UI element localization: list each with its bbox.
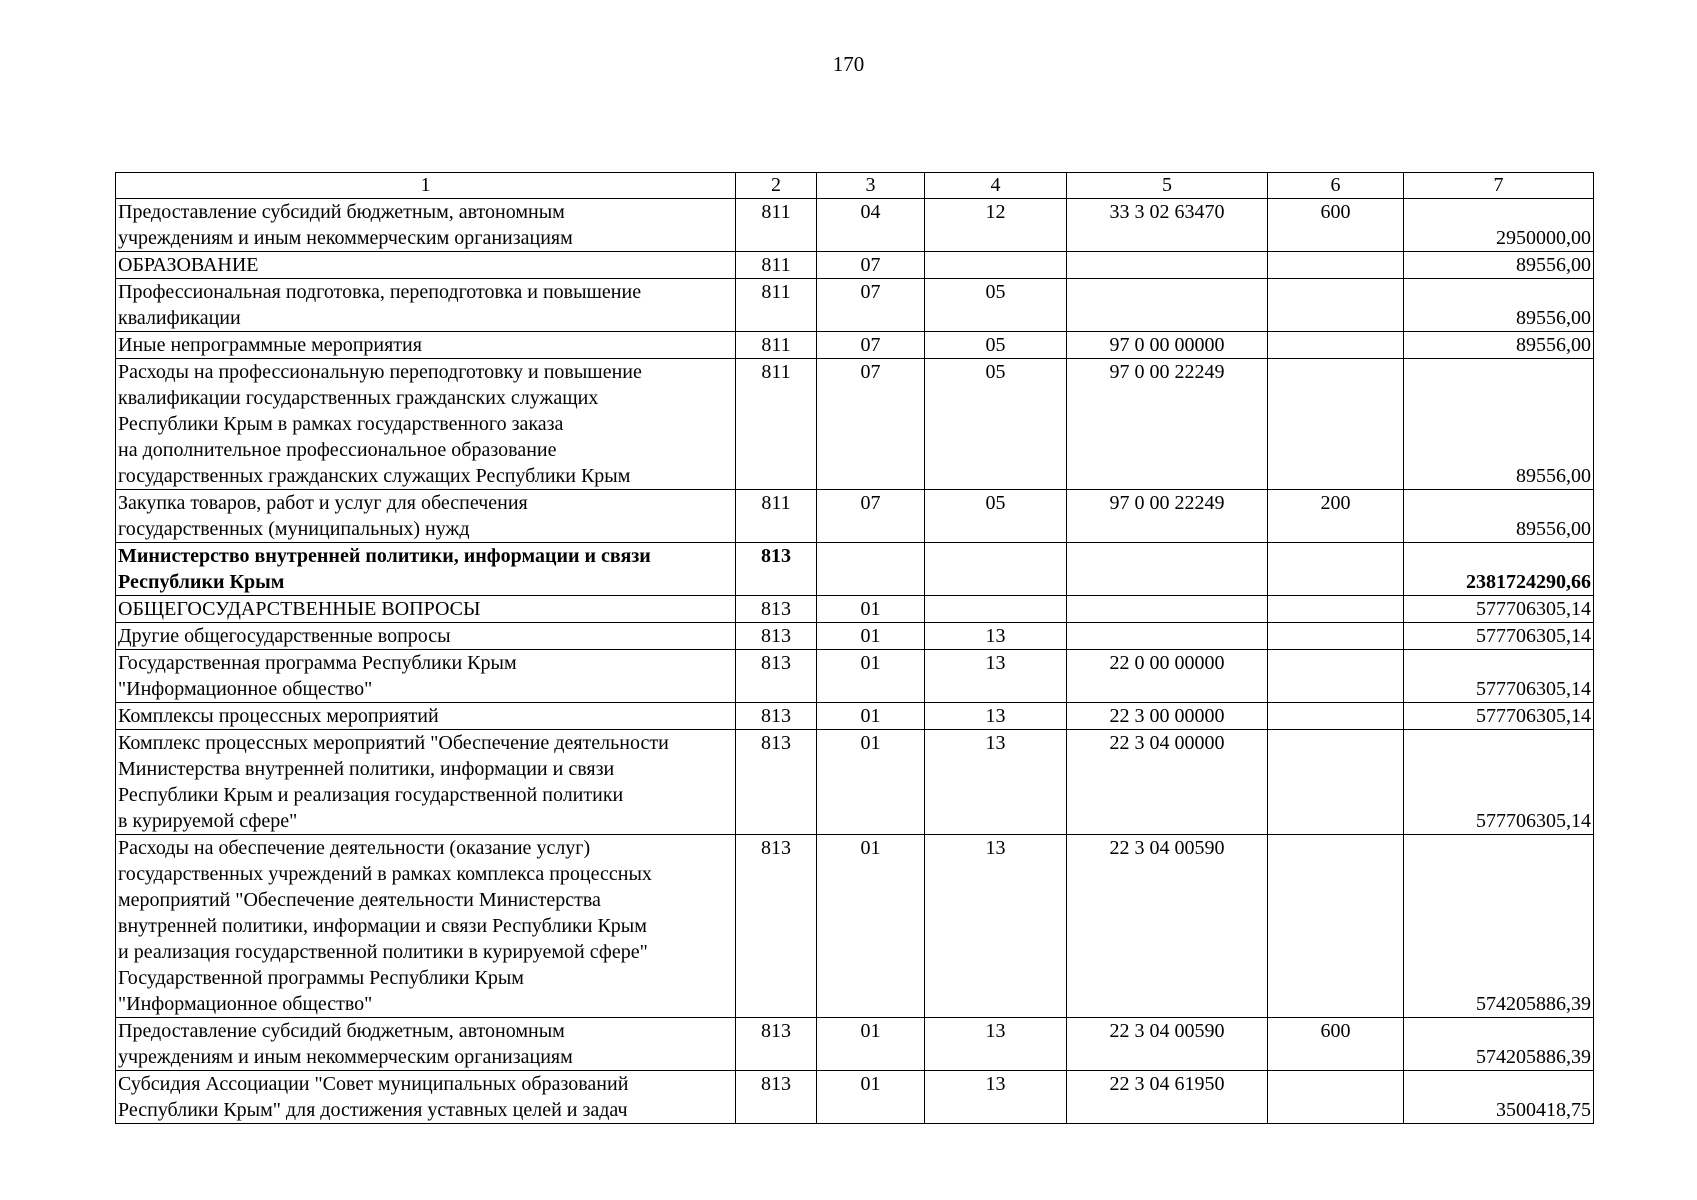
row-section-cell: 01 bbox=[817, 650, 925, 703]
row-expense-type-cell bbox=[1268, 359, 1404, 490]
row-code-cell: 813 bbox=[736, 835, 817, 1018]
row-code-cell: 813 bbox=[736, 596, 817, 623]
row-code-cell: 811 bbox=[736, 252, 817, 279]
row-section-cell: 01 bbox=[817, 596, 925, 623]
row-section-cell: 07 bbox=[817, 332, 925, 359]
row-target-article-cell: 22 3 04 00590 bbox=[1067, 1018, 1268, 1071]
table-row bbox=[116, 835, 1594, 1018]
row-amount-cell: 577706305,14 bbox=[1404, 703, 1594, 730]
row-target-article-cell: 97 0 00 22249 bbox=[1067, 359, 1268, 490]
row-amount-cell: 89556,00 bbox=[1404, 279, 1594, 332]
table-row bbox=[116, 730, 1594, 835]
row-section-cell: 01 bbox=[817, 703, 925, 730]
row-subsection-cell: 13 bbox=[925, 703, 1067, 730]
row-expense-type-cell: 600 bbox=[1268, 199, 1404, 252]
table-body bbox=[116, 199, 1594, 1124]
row-subsection-cell: 05 bbox=[925, 279, 1067, 332]
row-code-cell: 813 bbox=[736, 730, 817, 835]
row-expense-type-cell bbox=[1268, 252, 1404, 279]
row-amount-cell: 574205886,39 bbox=[1404, 835, 1594, 1018]
row-name-cell: Иные непрограммные мероприятия bbox=[116, 332, 736, 359]
row-expense-type-cell: 600 bbox=[1268, 1018, 1404, 1071]
row-name-cell: Другие общегосударственные вопросы bbox=[116, 623, 736, 650]
header-col-5: 5 bbox=[1067, 173, 1268, 199]
row-amount-cell: 577706305,14 bbox=[1404, 730, 1594, 835]
header-col-1: 1 bbox=[116, 173, 736, 199]
row-amount-cell: 577706305,14 bbox=[1404, 623, 1594, 650]
row-target-article-cell: 22 0 00 00000 bbox=[1067, 650, 1268, 703]
table-header bbox=[116, 173, 1594, 199]
row-code-cell: 811 bbox=[736, 279, 817, 332]
header-col-4: 4 bbox=[925, 173, 1067, 199]
header-row bbox=[116, 173, 1594, 199]
table-row bbox=[116, 1018, 1594, 1071]
row-name-cell: ОБЩЕГОСУДАРСТВЕННЫЕ ВОПРОСЫ bbox=[116, 596, 736, 623]
row-expense-type-cell bbox=[1268, 279, 1404, 332]
row-amount-cell: 577706305,14 bbox=[1404, 650, 1594, 703]
row-target-article-cell: 97 0 00 22249 bbox=[1067, 490, 1268, 543]
row-name-cell: Профессиональная подготовка, переподготовка и повышение квалификации bbox=[116, 279, 736, 332]
row-subsection-cell bbox=[925, 543, 1067, 596]
row-expense-type-cell bbox=[1268, 332, 1404, 359]
row-subsection-cell: 13 bbox=[925, 623, 1067, 650]
row-subsection-cell: 13 bbox=[925, 650, 1067, 703]
row-amount-cell: 89556,00 bbox=[1404, 332, 1594, 359]
row-section-cell: 01 bbox=[817, 730, 925, 835]
row-code-cell: 811 bbox=[736, 199, 817, 252]
row-name-cell: Комплексы процессных мероприятий bbox=[116, 703, 736, 730]
row-code-cell: 813 bbox=[736, 543, 817, 596]
header-col-2: 2 bbox=[736, 173, 817, 199]
row-expense-type-cell bbox=[1268, 543, 1404, 596]
row-name-cell: Субсидия Ассоциации "Совет муниципальных образований Республики Крым" для достижения уставных целей и задач bbox=[116, 1071, 736, 1124]
row-section-cell: 07 bbox=[817, 279, 925, 332]
row-target-article-cell: 22 3 04 61950 bbox=[1067, 1071, 1268, 1124]
row-section-cell: 07 bbox=[817, 490, 925, 543]
row-target-article-cell: 22 3 00 00000 bbox=[1067, 703, 1268, 730]
row-section-cell: 01 bbox=[817, 623, 925, 650]
table-row bbox=[116, 623, 1594, 650]
row-section-cell: 01 bbox=[817, 1018, 925, 1071]
row-section-cell: 01 bbox=[817, 1071, 925, 1124]
row-target-article-cell bbox=[1067, 543, 1268, 596]
row-target-article-cell: 33 3 02 63470 bbox=[1067, 199, 1268, 252]
header-col-6: 6 bbox=[1268, 173, 1404, 199]
table-row bbox=[116, 359, 1594, 490]
table-row bbox=[116, 490, 1594, 543]
table-row bbox=[116, 279, 1594, 332]
row-code-cell: 811 bbox=[736, 332, 817, 359]
row-amount-cell: 574205886,39 bbox=[1404, 1018, 1594, 1071]
header-col-7: 7 bbox=[1404, 173, 1594, 199]
row-name-cell: Закупка товаров, работ и услуг для обеспечения государственных (муниципальных) нужд bbox=[116, 490, 736, 543]
row-code-cell: 813 bbox=[736, 623, 817, 650]
row-code-cell: 813 bbox=[736, 1071, 817, 1124]
row-target-article-cell bbox=[1067, 596, 1268, 623]
row-section-cell: 07 bbox=[817, 359, 925, 490]
row-section-cell bbox=[817, 543, 925, 596]
table-row bbox=[116, 252, 1594, 279]
row-subsection-cell: 13 bbox=[925, 730, 1067, 835]
row-code-cell: 813 bbox=[736, 1018, 817, 1071]
row-subsection-cell: 13 bbox=[925, 1018, 1067, 1071]
budget-table bbox=[115, 172, 1594, 1124]
row-expense-type-cell bbox=[1268, 623, 1404, 650]
row-expense-type-cell bbox=[1268, 835, 1404, 1018]
row-code-cell: 813 bbox=[736, 650, 817, 703]
row-subsection-cell: 12 bbox=[925, 199, 1067, 252]
row-target-article-cell: 97 0 00 00000 bbox=[1067, 332, 1268, 359]
row-code-cell: 811 bbox=[736, 490, 817, 543]
row-name-cell: Государственная программа Республики Крым "Информационное общество" bbox=[116, 650, 736, 703]
row-name-cell: Предоставление субсидий бюджетным, автономным учреждениям и иным некоммерческим организациям bbox=[116, 199, 736, 252]
row-expense-type-cell bbox=[1268, 596, 1404, 623]
row-name-cell: Расходы на профессиональную переподготовку и повышение квалификации государственных гражданских служащих Республики Крым в рамках государственного заказа на дополнительное профессиональное образование государственных гражданских служащих Республики Крым bbox=[116, 359, 736, 490]
row-amount-cell: 2381724290,66 bbox=[1404, 543, 1594, 596]
row-amount-cell: 89556,00 bbox=[1404, 490, 1594, 543]
row-subsection-cell bbox=[925, 596, 1067, 623]
row-target-article-cell bbox=[1067, 623, 1268, 650]
row-expense-type-cell bbox=[1268, 703, 1404, 730]
row-amount-cell: 3500418,75 bbox=[1404, 1071, 1594, 1124]
row-name-cell: ОБРАЗОВАНИЕ bbox=[116, 252, 736, 279]
row-target-article-cell: 22 3 04 00000 bbox=[1067, 730, 1268, 835]
table-row bbox=[116, 543, 1594, 596]
row-subsection-cell: 05 bbox=[925, 490, 1067, 543]
row-subsection-cell bbox=[925, 252, 1067, 279]
table-row bbox=[116, 332, 1594, 359]
table-row bbox=[116, 703, 1594, 730]
row-section-cell: 01 bbox=[817, 835, 925, 1018]
row-section-cell: 04 bbox=[817, 199, 925, 252]
row-subsection-cell: 13 bbox=[925, 835, 1067, 1018]
table-row bbox=[116, 1071, 1594, 1124]
row-amount-cell: 577706305,14 bbox=[1404, 596, 1594, 623]
row-subsection-cell: 05 bbox=[925, 359, 1067, 490]
row-expense-type-cell: 200 bbox=[1268, 490, 1404, 543]
header-col-3: 3 bbox=[817, 173, 925, 199]
row-code-cell: 811 bbox=[736, 359, 817, 490]
row-name-cell: Комплекс процессных мероприятий "Обеспечение деятельности Министерства внутренней политики, информации и связи Республики Крым и реализация государственной политики в курируемой сфере" bbox=[116, 730, 736, 835]
row-expense-type-cell bbox=[1268, 650, 1404, 703]
row-target-article-cell bbox=[1067, 279, 1268, 332]
row-name-cell: Расходы на обеспечение деятельности (оказание услуг) государственных учреждений в рамках комплекса процессных мероприятий "Обеспечение деятельности Министерства внутренней политики, информации и связи Республики Крым и реализация государственной политики в курируемой сфере" Государственной программы Республики Крым "Информационное общество" bbox=[116, 835, 736, 1018]
row-expense-type-cell bbox=[1268, 730, 1404, 835]
row-subsection-cell: 05 bbox=[925, 332, 1067, 359]
row-expense-type-cell bbox=[1268, 1071, 1404, 1124]
row-target-article-cell: 22 3 04 00590 bbox=[1067, 835, 1268, 1018]
row-amount-cell: 89556,00 bbox=[1404, 359, 1594, 490]
row-name-cell: Предоставление субсидий бюджетным, автономным учреждениям и иным некоммерческим организациям bbox=[116, 1018, 736, 1071]
row-section-cell: 07 bbox=[817, 252, 925, 279]
row-amount-cell: 89556,00 bbox=[1404, 252, 1594, 279]
row-subsection-cell: 13 bbox=[925, 1071, 1067, 1124]
row-name-cell: Министерство внутренней политики, информации и связи Республики Крым bbox=[116, 543, 736, 596]
row-amount-cell: 2950000,00 bbox=[1404, 199, 1594, 252]
page-number: 170 bbox=[832, 52, 865, 76]
table-row bbox=[116, 199, 1594, 252]
row-target-article-cell bbox=[1067, 252, 1268, 279]
table-row bbox=[116, 596, 1594, 623]
table-row bbox=[116, 650, 1594, 703]
row-code-cell: 813 bbox=[736, 703, 817, 730]
